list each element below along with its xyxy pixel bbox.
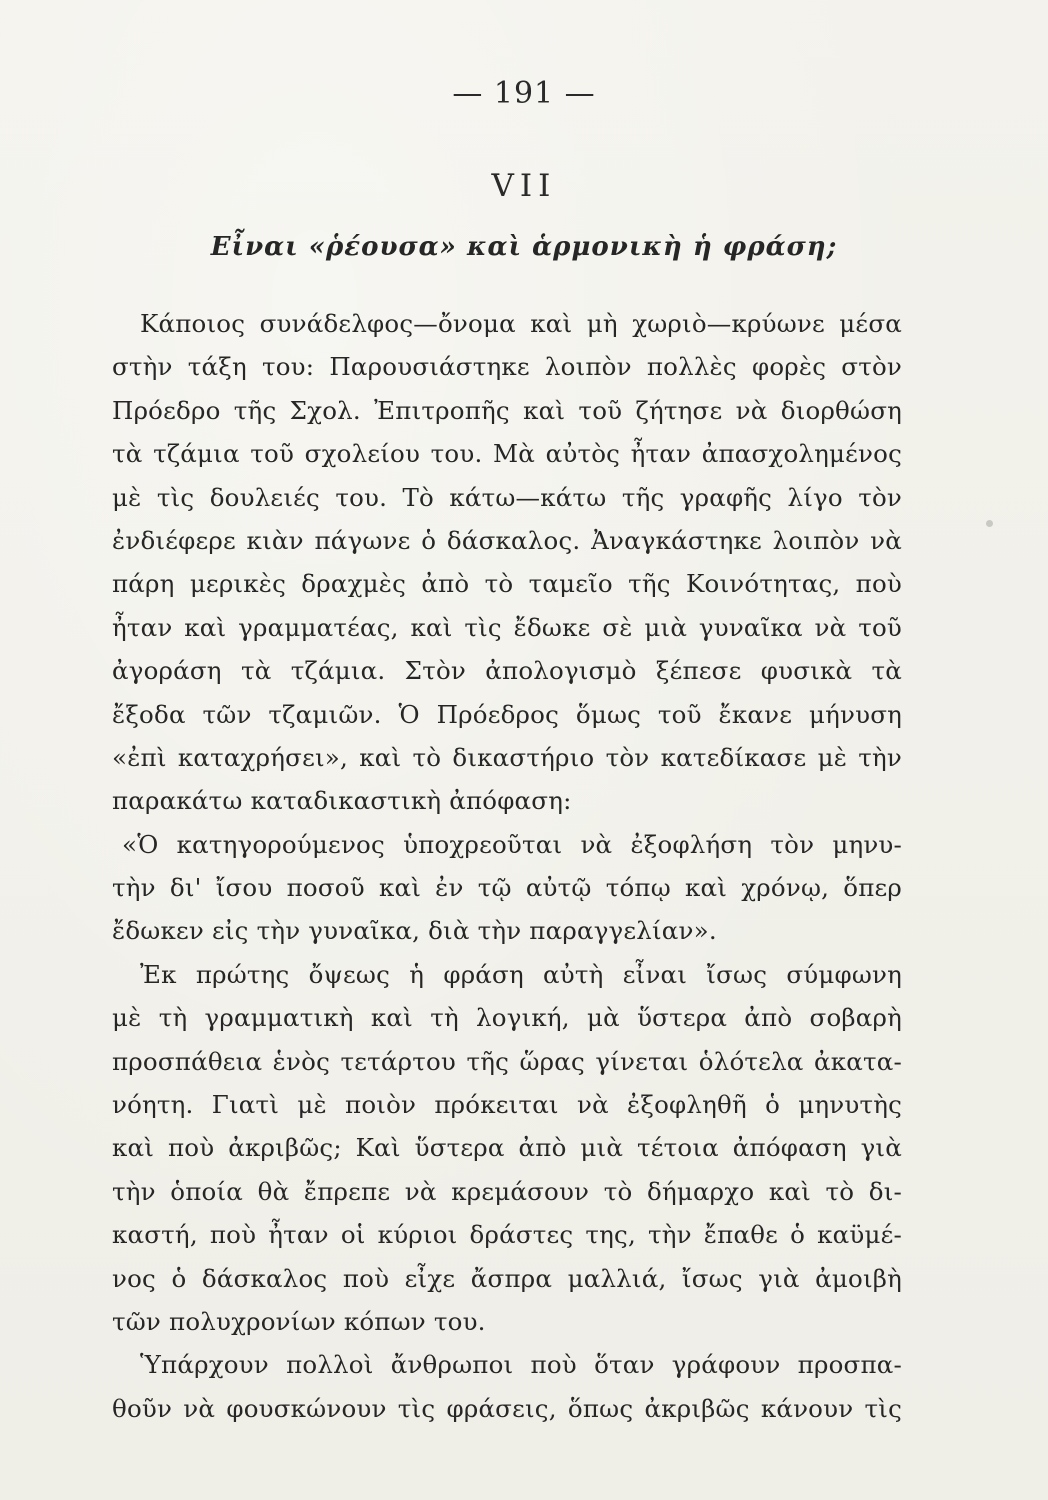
text-line: «ἐπὶ καταχρήσει», καὶ τὸ δικαστήριο τὸν κατεδίκασε μὲ τὴν xyxy=(112,742,902,772)
text-line: μὲ τὶς δουλειές του. Τὸ κάτω—κάτω τῆς γραφῆς λίγο τὸν xyxy=(112,482,902,512)
text-line: Πρόεδρο τῆς Σχολ. Ἐπιτροπῆς καὶ τοῦ ζήτησε νὰ διορθώση xyxy=(112,395,902,425)
page-number: — 191 — xyxy=(452,76,596,111)
text-line: τὰ τζάμια τοῦ σχολείου του. Μὰ αὐτὸς ἦταν ἀπασχολημένος xyxy=(112,439,902,469)
text-line: καστή, ποὺ ἦταν οἱ κύριοι δράστες της, τὴν ἔπαθε ὁ καϋμέ- xyxy=(112,1220,902,1250)
chapter-title: Εἶναι «ῥέουσα» καὶ ἁρμονικὴ ἡ φράση; xyxy=(210,232,838,262)
text-line: πάρη μερικὲς δραχμὲς ἀπὸ τὸ ταμεῖο τῆς Κοινότητας, ποὺ xyxy=(112,569,902,599)
chapter-number: VII xyxy=(491,168,557,204)
quote-line: «Ὁ κατηγορούμενος ὑποχρεοῦται νὰ ἐξοφλήση τὸν μηνυ- xyxy=(122,829,902,859)
text-line: ἔξοδα τῶν τζαμιῶν. Ὁ Πρόεδρος ὅμως τοῦ ἔκανε μήνυση xyxy=(112,699,902,729)
text-line: στὴν τάξη του: Παρουσιάστηκε λοιπὸν πολλὲς φορὲς στὸν xyxy=(112,352,902,382)
text-line: Κάποιος συνάδελφος—ὄνομα καὶ μὴ χωριὸ—κρύωνε μέσα xyxy=(140,309,902,338)
text-line: καὶ ποὺ ἀκριβῶς; Καὶ ὕστερα ἀπὸ μιὰ τέτοια ἀπόφαση γιὰ xyxy=(112,1133,902,1163)
text-line: ἀγοράση τὰ τζάμια. Στὸν ἀπολογισμὸ ξέπεσε φυσικὰ τὰ xyxy=(112,656,902,686)
text-line: Ἐκ πρώτης ὄψεως ἡ φράση αὐτὴ εἶναι ἴσως σύμφωνη xyxy=(140,959,902,989)
quote-line: ἔδωκεν εἰς τὴν γυναῖκα, διὰ τὴν παραγγελίαν». xyxy=(112,916,717,946)
body-text xyxy=(112,302,902,1430)
paper-speck xyxy=(986,520,993,527)
text-line: νος ὁ δάσκαλος ποὺ εἶχε ἄσπρα μαλλιά, ἴσως γιὰ ἀμοιβὴ xyxy=(112,1263,902,1293)
text-line: θοῦν νὰ φουσκώνουν τὶς φράσεις, ὅπως ἀκριβῶς κάνουν τὶς xyxy=(112,1393,902,1423)
text-line: ἐνδιέφερε κιὰν πάγωνε ὁ δάσκαλος. Ἀναγκάστηκε λοιπὸν νὰ xyxy=(112,525,902,555)
text-line: μὲ τὴ γραμματικὴ καὶ τὴ λογική, μὰ ὕστερα ἀπὸ σοβαρὴ xyxy=(112,1003,902,1033)
text-line: Ὑπάρχουν πολλοὶ ἄνθρωποι ποὺ ὅταν γράφουν προσπα- xyxy=(140,1350,902,1380)
text-line: ἦταν καὶ γραμματέας, καὶ τὶς ἔδωκε σὲ μιὰ γυναῖκα νὰ τοῦ xyxy=(112,612,902,642)
text-line: τὴν ὁποία θὰ ἔπρεπε νὰ κρεμάσουν τὸ δήμαρχο καὶ τὸ δι- xyxy=(112,1176,902,1206)
text-line: τῶν πολυχρονίων κόπων του. xyxy=(112,1306,486,1336)
text-line: νόητη. Γιατὶ μὲ ποιὸν πρόκειται νὰ ἐξοφληθῆ ὁ μηνυτὴς xyxy=(112,1090,902,1120)
text-line: παρακάτω καταδικαστικὴ ἀπόφαση: xyxy=(112,786,572,816)
text-line: προσπάθεια ἑνὸς τετάρτου τῆς ὥρας γίνεται ὁλότελα ἀκατα- xyxy=(112,1046,902,1076)
quote-line: τὴν δι' ἴσου ποσοῦ καὶ ἐν τῷ αὐτῷ τόπῳ καὶ χρόνῳ, ὅπερ xyxy=(112,873,902,903)
